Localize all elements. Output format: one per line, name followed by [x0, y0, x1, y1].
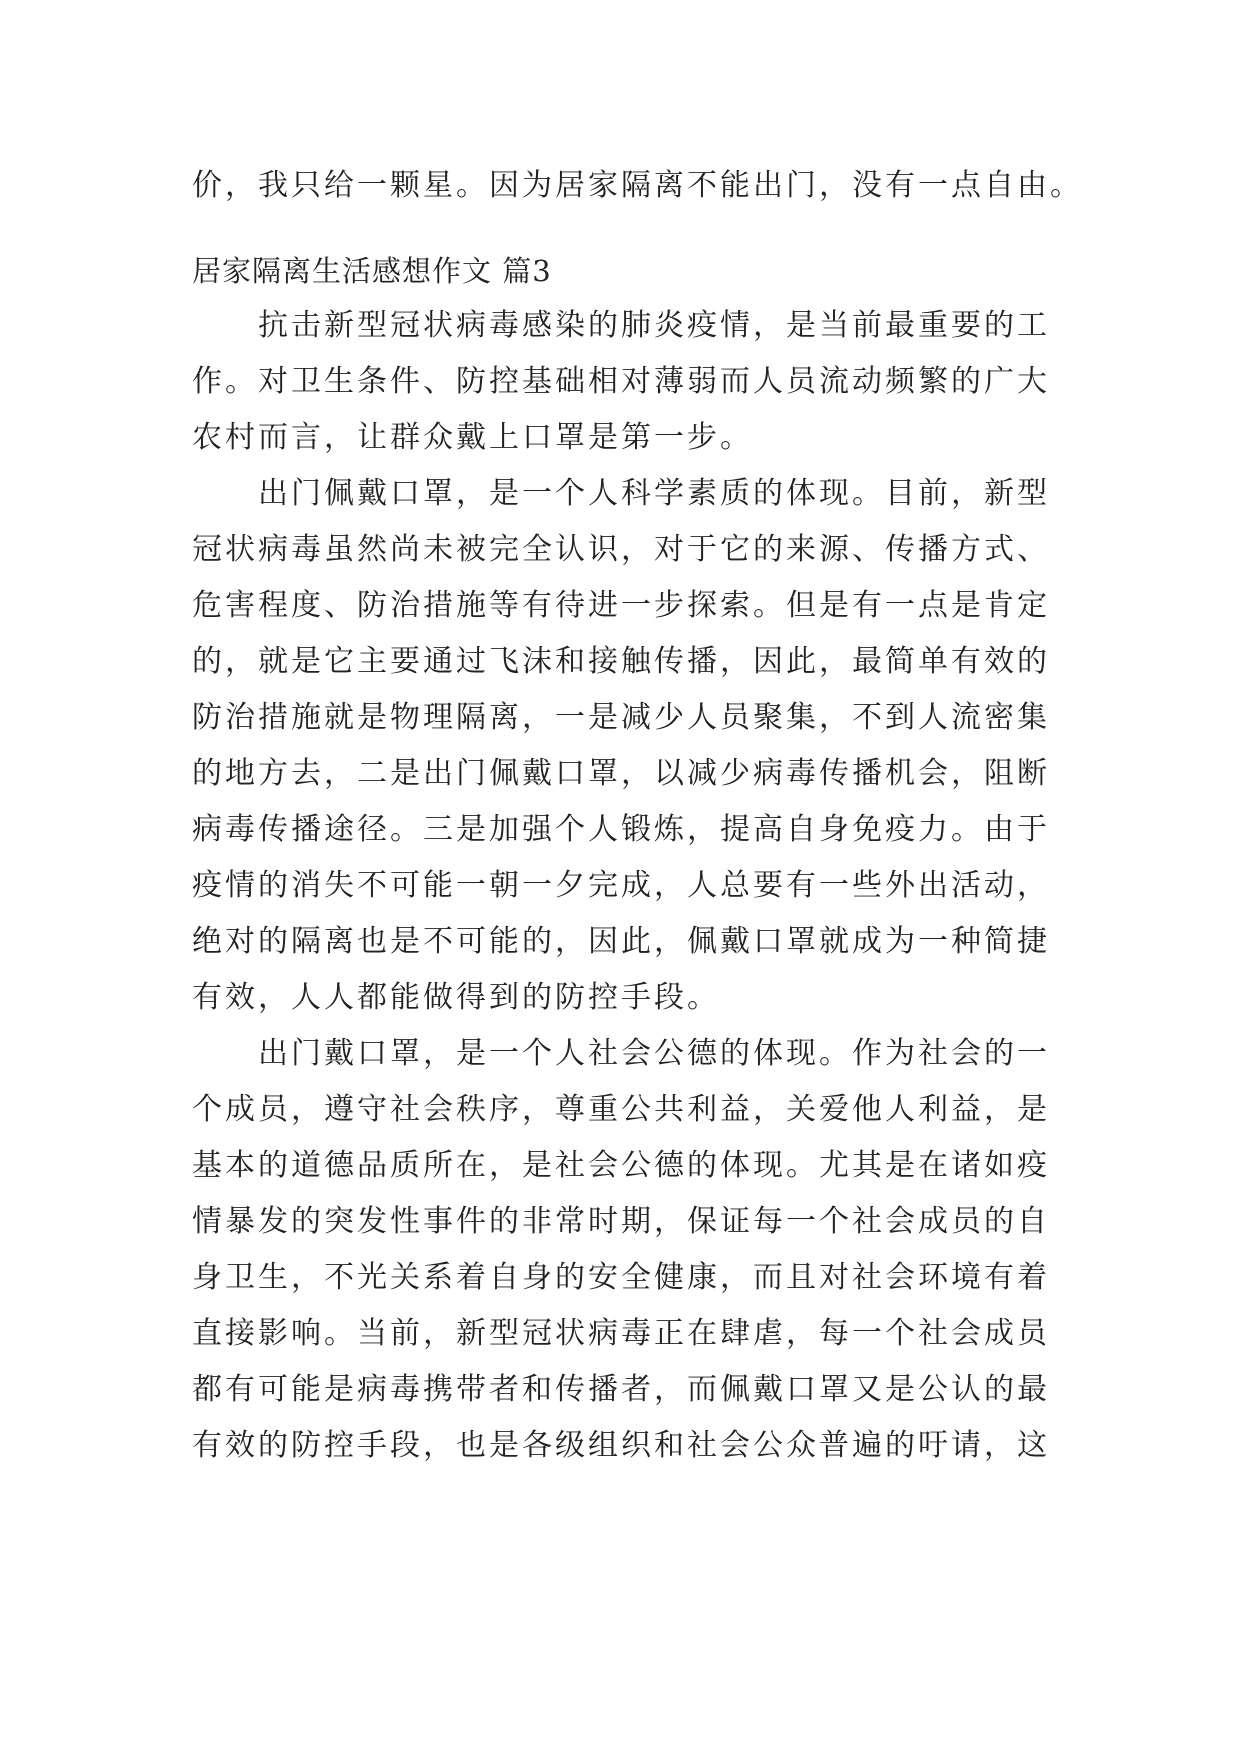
continuation-line: 价，我只给一颗星。因为居家隔离不能出门，没有一点自由。: [192, 168, 1083, 203]
paragraph-2-line-1: 出门佩戴口罩，是一个人科学素质的体现。目前，新型: [258, 476, 1050, 511]
paragraph-3-line-2: 个成员，遵守社会秩序，尊重公共利益，关爱他人利益，是: [192, 1092, 1050, 1127]
paragraph-2-line-10: 有效，人人都能做得到的防控手段。: [192, 980, 720, 1015]
paragraph-2-line-7: 病毒传播途径。三是加强个人锻炼，提高自身免疫力。由于: [192, 812, 1050, 847]
paragraph-3-line-6: 直接影响。当前，新型冠状病毒正在肆虐，每一个社会成员: [192, 1316, 1050, 1351]
paragraph-1-line-3: 农村而言，让群众戴上口罩是第一步。: [192, 420, 753, 455]
paragraph-2-line-2: 冠状病毒虽然尚未被完全认识，对于它的来源、传播方式、: [192, 532, 1050, 567]
paragraph-2-line-4: 的，就是它主要通过飞沫和接触传播，因此，最简单有效的: [192, 644, 1050, 679]
paragraph-2-line-8: 疫情的消失不可能一朝一夕完成，人总要有一些外出活动，: [192, 868, 1050, 903]
paragraph-3-line-1: 出门戴口罩，是一个人社会公德的体现。作为社会的一: [258, 1036, 1050, 1071]
paragraph-1-line-2: 作。对卫生条件、防控基础相对薄弱而人员流动频繁的广大: [192, 364, 1050, 399]
paragraph-1-line-1: 抗击新型冠状病毒感染的肺炎疫情，是当前最重要的工: [258, 308, 1050, 343]
paragraph-2-line-9: 绝对的隔离也是不可能的，因此，佩戴口罩就成为一种简捷: [192, 924, 1050, 959]
paragraph-3-line-7: 都有可能是病毒携带者和传播者，而佩戴口罩又是公认的最: [192, 1372, 1050, 1407]
paragraph-3-line-4: 情暴发的突发性事件的非常时期，保证每一个社会成员的自: [192, 1204, 1050, 1239]
paragraph-2-line-5: 防治措施就是物理隔离，一是减少人员聚集，不到人流密集: [192, 700, 1050, 735]
paragraph-2-line-6: 的地方去，二是出门佩戴口罩，以减少病毒传播机会，阻断: [192, 756, 1050, 791]
section-heading: 居家隔离生活感想作文 篇3: [192, 254, 552, 288]
paragraph-3-line-5: 身卫生，不光关系着自身的安全健康，而且对社会环境有着: [192, 1260, 1050, 1295]
paragraph-3-line-3: 基本的道德品质所在，是社会公德的体现。尤其是在诸如疫: [192, 1148, 1050, 1183]
paragraph-2-line-3: 危害程度、防治措施等有待进一步探索。但是有一点是肯定: [192, 588, 1050, 623]
paragraph-3-line-8: 有效的防控手段，也是各级组织和社会公众普遍的吁请，这: [192, 1428, 1050, 1463]
